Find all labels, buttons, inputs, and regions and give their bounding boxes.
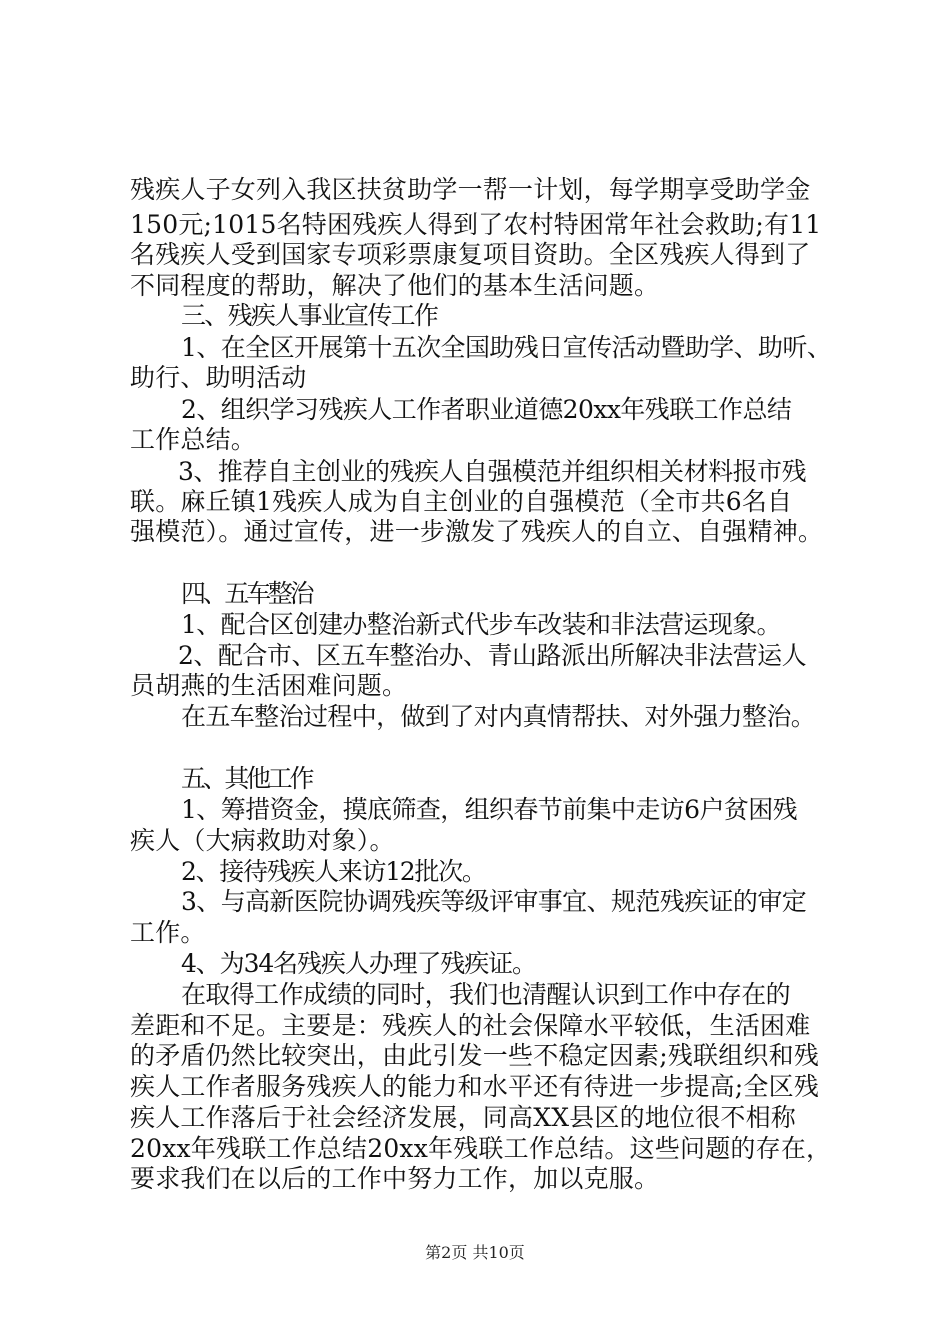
body-line: 4、为34名残疾人办理了残疾证。 (181, 949, 536, 978)
section-heading: 五、其他工作 (181, 764, 312, 793)
body-line: 在五车整治过程中，做到了对内真情帮扶、对外强力整治。 (181, 702, 816, 731)
body-line: 强模范）。通过宣传，进一步激发了残疾人的自立、自强精神。 (130, 517, 824, 546)
body-line: 1、筹措资金，摸底筛查，组织春节前集中走访6户贫困残 (181, 795, 798, 824)
body-line: 20xx年残联工作总结20xx年残联工作总结。这些问题的存在， (130, 1134, 832, 1163)
body-line: 2、配合市、区五车整治办、青山路派出所解决非法营运人 (178, 641, 807, 670)
section-heading: 四、五车整治 (181, 579, 312, 608)
body-line: 疾人工作者服务残疾人的能力和水平还有待进一步提高;全区残 (130, 1072, 820, 1101)
body-line: 不同程度的帮助，解决了他们的基本生活问题。 (130, 271, 660, 300)
body-line: 差距和不足。主要是：残疾人的社会保障水平较低，生活困难 (130, 1011, 811, 1040)
body-line: 150元;1015名特困残疾人得到了农村特困常年社会救助;有11 (130, 210, 822, 239)
body-line: 的矛盾仍然比较突出，由此引发一些不稳定因素;残联组织和残 (130, 1041, 820, 1070)
body-line: 助行、助明活动 (130, 363, 307, 392)
body-line: 工作总结。 (130, 425, 257, 454)
body-line: 要求我们在以后的工作中努力工作，加以克服。 (130, 1164, 660, 1193)
body-line: 在取得工作成绩的同时，我们也清醒认识到工作中存在的 (181, 980, 791, 1009)
section-heading: 三、残疾人事业宣传工作 (181, 301, 438, 330)
body-line: 3、推荐自主创业的残疾人自强模范并组织相关材料报市残 (178, 457, 807, 486)
body-line: 1、在全区开展第十五次全国助残日宣传活动暨助学、助听、 (181, 333, 832, 362)
body-line: 疾人（大病救助对象）。 (130, 826, 395, 855)
body-line: 残疾人子女列入我区扶贫助学一帮一计划，每学期享受助学金 (130, 175, 811, 204)
body-line: 3、与高新医院协调残疾等级评审事宜、规范残疾证的审定 (181, 887, 807, 916)
body-line: 1、配合区创建办整治新式代步车改装和非法营运现象。 (181, 610, 781, 639)
page-footer: 第2页 共10页 (425, 1243, 525, 1262)
body-line: 2、接待残疾人来访12批次。 (181, 857, 486, 886)
body-line: 联。麻丘镇1残疾人成为自主创业的自强模范（全市共6名自 (130, 487, 793, 516)
body-line: 名残疾人受到国家专项彩票康复项目资助。全区残疾人得到了 (130, 240, 811, 269)
body-line: 疾人工作落后于社会经济发展，同高XX县区的地位很不相称 (130, 1103, 796, 1132)
body-line: 2、组织学习残疾人工作者职业道德20xx年残联工作总结 (181, 395, 792, 424)
body-line: 工作。 (130, 918, 206, 947)
body-line: 员胡燕的生活困难问题。 (130, 671, 408, 700)
